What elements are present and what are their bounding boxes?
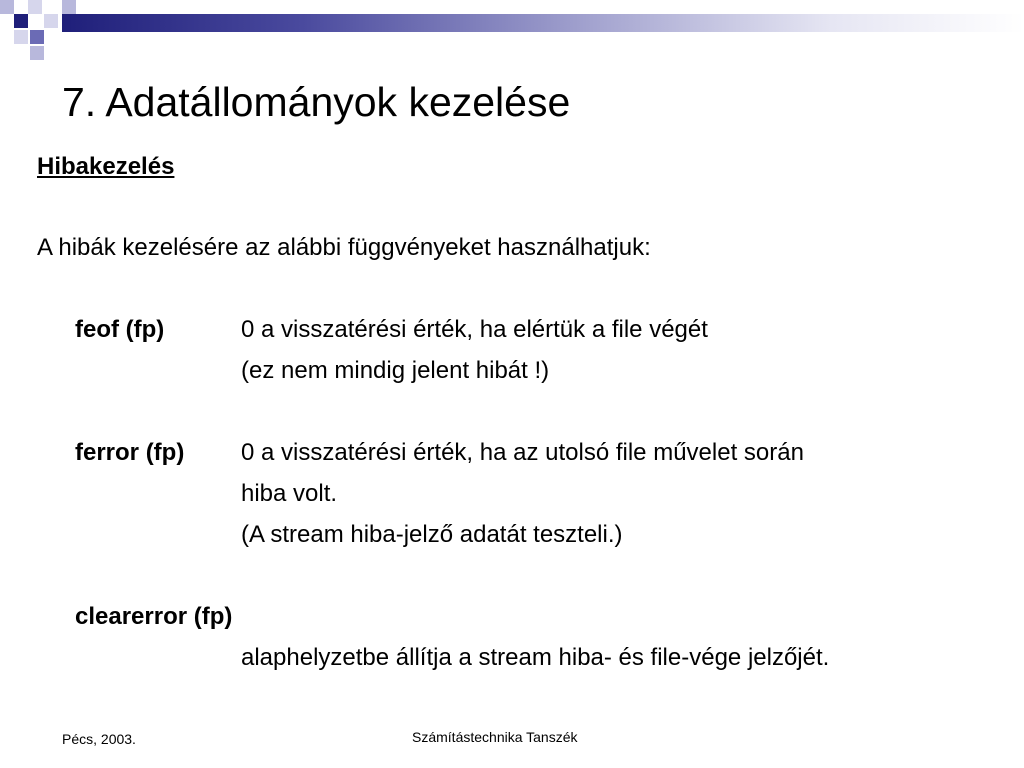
function-name-feof: feof (fp) xyxy=(75,316,165,343)
function-name-clearerror: clearerror (fp) xyxy=(75,603,233,630)
function-description-line: (ez nem mindig jelent hibát !) xyxy=(241,357,550,384)
function-description-line: 0 a visszatérési érték, ha elértük a file végét xyxy=(241,316,708,343)
function-description-line: hiba volt. xyxy=(241,480,338,507)
function-name-ferror: ferror (fp) xyxy=(75,439,185,466)
footer-center-text: Számítástechnika Tanszék xyxy=(412,729,578,745)
slide-title: 7. Adatállományok kezelése xyxy=(62,79,571,125)
function-description-line: 0 a visszatérési érték, ha az utolsó file művelet során xyxy=(241,439,804,466)
section-heading: Hibakezelés xyxy=(37,153,175,180)
function-description-line: alaphelyzetbe állítja a stream hiba- és file-vége jelzőjét. xyxy=(241,644,830,671)
footer-left-text: Pécs, 2003. xyxy=(62,731,136,747)
intro-text: A hibák kezelésére az alábbi függvényeket használhatjuk: xyxy=(37,234,651,261)
function-description-line: (A stream hiba-jelző adatát teszteli.) xyxy=(241,521,623,548)
